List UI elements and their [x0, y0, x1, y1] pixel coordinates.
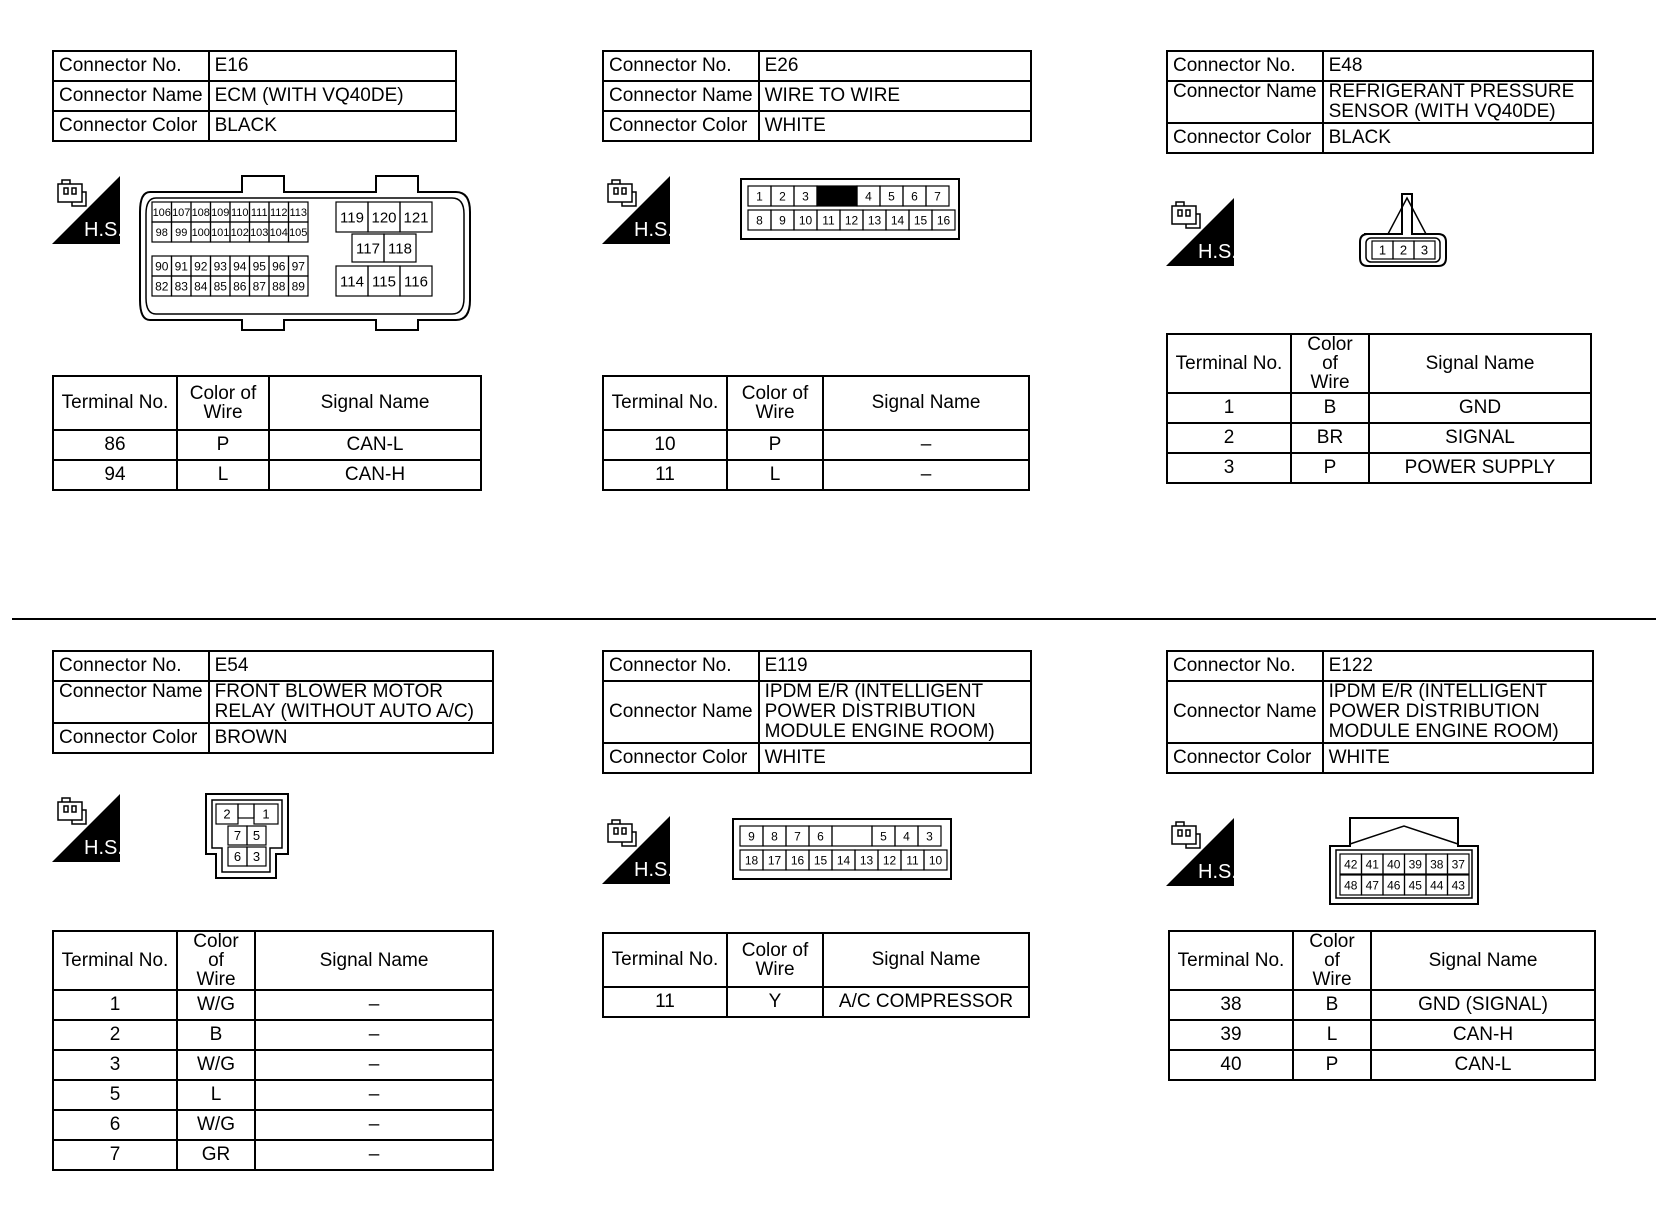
pin-number: 44: [1430, 878, 1444, 893]
terminal-no-cell: 11: [603, 460, 727, 490]
connector-info-e48: [1166, 50, 1594, 154]
table-row: [1169, 1050, 1595, 1080]
pin-number: 6: [817, 829, 824, 844]
signal-name-cell: CAN-L: [269, 430, 481, 460]
connector-no: E54: [209, 651, 493, 681]
connector-diagram-e16: [136, 172, 476, 340]
signal-name-cell: CAN-L: [1371, 1050, 1595, 1080]
terminal-table-e119: [602, 932, 1030, 1018]
table-row: [1167, 453, 1591, 483]
connector-color: BROWN: [209, 723, 493, 753]
pin-number: 87: [252, 279, 266, 294]
label-connector-no: Connector No.: [53, 651, 209, 681]
harness-side-icon: [602, 816, 670, 884]
pin-number: 113: [289, 206, 308, 219]
pin-number: 9: [779, 213, 786, 228]
connector-info-e122: [1166, 650, 1594, 774]
pin-number: 100: [191, 226, 210, 239]
table-row: [1169, 1020, 1595, 1050]
label-connector-no: Connector No.: [603, 651, 759, 681]
harness-side-icon: [1166, 198, 1234, 266]
pin-number: 10: [798, 213, 813, 228]
table-row: [53, 1050, 493, 1080]
pin-number: 103: [250, 226, 269, 239]
header-terminal-no: Terminal No.: [53, 376, 177, 430]
hs-label: H.S.: [634, 859, 670, 881]
header-color-of-wire: Color of Wire: [177, 376, 269, 430]
label-connector-name: Connector Name: [603, 81, 759, 111]
pin-number: 3: [926, 829, 933, 844]
connector-name: IPDM E/R (INTELLIGENT POWER DISTRIBUTION MODULE ENGINE ROOM): [759, 681, 1031, 743]
wire-color-cell: L: [1293, 1020, 1371, 1050]
terminal-table-e48: [1166, 333, 1592, 484]
pin-number: 11: [906, 853, 919, 868]
label-connector-name: Connector Name: [53, 681, 209, 723]
pin-number: 120: [371, 209, 397, 227]
pin-number: 10: [928, 853, 943, 868]
wire-color-cell: P: [177, 430, 269, 460]
pin-number: 16: [790, 853, 805, 868]
terminal-no-cell: 94: [53, 460, 177, 490]
connector-diagram-e119: [732, 818, 954, 882]
terminal-no-cell: 10: [603, 430, 727, 460]
signal-name-cell: POWER SUPPLY: [1369, 453, 1591, 483]
pin-number: 92: [194, 259, 208, 274]
label-connector-name: Connector Name: [53, 81, 209, 111]
pin-number: 112: [269, 206, 288, 219]
table-row: [53, 1110, 493, 1140]
table-row: [53, 1020, 493, 1050]
terminal-no-cell: 86: [53, 430, 177, 460]
connector-color: BLACK: [1323, 123, 1593, 153]
section-divider: [12, 618, 1656, 620]
signal-name-cell: –: [255, 1020, 493, 1050]
pin-number: 8: [771, 829, 778, 844]
header-color-of-wire: Color of Wire: [727, 376, 823, 430]
harness-side-icon: [52, 176, 120, 244]
table-row: [1167, 393, 1591, 423]
pin-number: 106: [152, 206, 171, 219]
pin-number: 1: [262, 806, 270, 822]
signal-name-cell: GND (SIGNAL): [1371, 990, 1595, 1020]
connector-no: E48: [1323, 51, 1593, 81]
label-connector-color: Connector Color: [603, 111, 759, 141]
connector-diagram-e48: [1358, 192, 1448, 270]
table-row: [1167, 423, 1591, 453]
terminal-no-cell: 3: [1167, 453, 1291, 483]
pin-number: 5: [252, 828, 261, 844]
harness-side-icon: [602, 176, 670, 244]
label-connector-no: Connector No.: [603, 51, 759, 81]
pin-number: 3: [1420, 242, 1429, 258]
connector-color: BLACK: [209, 111, 456, 141]
terminal-table-e122: [1168, 930, 1596, 1081]
pin-number: 16: [936, 213, 951, 228]
signal-name-cell: –: [823, 460, 1029, 490]
connector-diagram-e54: [204, 792, 290, 882]
header-terminal-no: Terminal No.: [603, 376, 727, 430]
hs-label: H.S.: [84, 219, 120, 241]
header-color-of-wire: Color of Wire: [1291, 334, 1369, 393]
hs-label: H.S.: [1198, 241, 1234, 263]
hs-label: H.S.: [84, 837, 120, 859]
pin-number: 40: [1387, 857, 1401, 872]
pin-number: 5: [888, 189, 895, 204]
pin-number: 93: [213, 259, 227, 274]
pin-number: 114: [340, 273, 364, 291]
pin-number: 3: [252, 849, 261, 865]
terminal-no-cell: 38: [1169, 990, 1293, 1020]
header-signal-name: Signal Name: [823, 376, 1029, 430]
table-row: [603, 460, 1029, 490]
pin-number: 117: [356, 240, 380, 258]
table-row: [53, 430, 481, 460]
pin-number: 47: [1365, 878, 1379, 893]
pin-number: 119: [340, 209, 364, 227]
pin-number: 46: [1387, 878, 1401, 893]
pin-number: 90: [155, 259, 169, 274]
pin-number: 48: [1344, 878, 1358, 893]
pin-number: 85: [213, 279, 227, 294]
connector-name: FRONT BLOWER MOTOR RELAY (WITHOUT AUTO A/C): [209, 681, 493, 723]
wire-color-cell: P: [727, 430, 823, 460]
label-connector-name: Connector Name: [1167, 681, 1323, 743]
terminal-table-e16: [52, 375, 482, 491]
pin-number: 83: [174, 279, 188, 294]
header-terminal-no: Terminal No.: [53, 931, 177, 990]
pin-number: 7: [233, 828, 242, 844]
terminal-table-e26: [602, 375, 1030, 491]
header-signal-name: Signal Name: [1371, 931, 1595, 990]
pin-number: 3: [802, 189, 809, 204]
signal-name-cell: –: [255, 1110, 493, 1140]
wire-color-cell: B: [177, 1020, 255, 1050]
wire-color-cell: L: [177, 460, 269, 490]
pin-number: 101: [211, 226, 230, 239]
connector-no: E16: [209, 51, 456, 81]
connector-color: WHITE: [1323, 743, 1593, 773]
signal-name-cell: SIGNAL: [1369, 423, 1591, 453]
pin-number: 105: [289, 226, 308, 239]
terminal-no-cell: 39: [1169, 1020, 1293, 1050]
pin-number: 7: [794, 829, 801, 844]
terminal-no-cell: 3: [53, 1050, 177, 1080]
pin-number: 38: [1430, 857, 1444, 872]
pin-number: 116: [404, 273, 428, 291]
pin-number: 2: [223, 806, 231, 822]
pin-number: 111: [250, 206, 268, 219]
pin-number: 15: [813, 853, 828, 868]
pin-number: 109: [211, 206, 230, 219]
wire-color-cell: GR: [177, 1140, 255, 1170]
pin-cell: [238, 804, 254, 818]
pin-number: 12: [882, 853, 897, 868]
pin-number: 99: [175, 226, 188, 239]
header-signal-name: Signal Name: [1369, 334, 1591, 393]
wire-color-cell: P: [1293, 1050, 1371, 1080]
hs-label: H.S.: [1198, 861, 1234, 883]
table-row: [603, 987, 1029, 1017]
label-connector-color: Connector Color: [1167, 743, 1323, 773]
pin-number: 15: [913, 213, 928, 228]
header-signal-name: Signal Name: [255, 931, 493, 990]
header-color-of-wire: Color of Wire: [727, 933, 823, 987]
pin-number: 41: [1365, 857, 1379, 872]
pin-number: 14: [890, 213, 905, 228]
table-row: [53, 1080, 493, 1110]
pin-number: 2: [779, 189, 786, 204]
header-color-of-wire: Color of Wire: [177, 931, 255, 990]
signal-name-cell: CAN-H: [1371, 1020, 1595, 1050]
pin-number: 94: [233, 259, 247, 274]
table-row: [53, 990, 493, 1020]
pin-number: 107: [172, 206, 191, 219]
pin-number: 96: [272, 259, 286, 274]
header-signal-name: Signal Name: [269, 376, 481, 430]
header-terminal-no: Terminal No.: [1169, 931, 1293, 990]
terminal-no-cell: 1: [1167, 393, 1291, 423]
pin-number: 9: [748, 829, 755, 844]
pin-number: 6: [233, 849, 242, 865]
wire-color-cell: B: [1293, 990, 1371, 1020]
connector-no: E119: [759, 651, 1031, 681]
terminal-no-cell: 2: [53, 1020, 177, 1050]
pin-number: 8: [756, 213, 763, 228]
connector-info-e119: [602, 650, 1032, 774]
signal-name-cell: –: [255, 990, 493, 1020]
label-connector-color: Connector Color: [603, 743, 759, 773]
pin-number: 82: [155, 279, 169, 294]
table-row: [1169, 990, 1595, 1020]
label-connector-no: Connector No.: [53, 51, 209, 81]
pin-number: 98: [155, 226, 168, 239]
harness-side-icon: [1166, 818, 1234, 886]
pin-number: 108: [191, 206, 210, 219]
wire-color-cell: W/G: [177, 990, 255, 1020]
connector-info-e26: [602, 50, 1032, 142]
pin-number: 11: [822, 213, 835, 228]
terminal-no-cell: 7: [53, 1140, 177, 1170]
wire-color-cell: W/G: [177, 1110, 255, 1140]
pin-number: 18: [744, 853, 759, 868]
connector-info-e16: [52, 50, 457, 142]
table-row: [53, 1140, 493, 1170]
pin-number: 1: [1378, 242, 1387, 258]
pin-number: 14: [836, 853, 851, 868]
pin-number: 95: [252, 259, 266, 274]
connector-diagram-e122: [1328, 816, 1484, 908]
signal-name-cell: –: [255, 1050, 493, 1080]
wire-color-cell: Y: [727, 987, 823, 1017]
blank-cavity: [817, 186, 857, 206]
hs-label: H.S.: [634, 219, 670, 241]
terminal-no-cell: 6: [53, 1110, 177, 1140]
wire-color-cell: BR: [1291, 423, 1369, 453]
label-connector-no: Connector No.: [1167, 51, 1323, 81]
pin-number: 89: [291, 279, 305, 294]
connector-diagram-e26: [740, 178, 962, 242]
pin-number: 102: [230, 226, 249, 239]
signal-name-cell: GND: [1369, 393, 1591, 423]
wire-color-cell: W/G: [177, 1050, 255, 1080]
pin-cell: [832, 826, 872, 846]
pin-number: 39: [1408, 857, 1422, 872]
pin-number: 37: [1451, 857, 1465, 872]
connector-name: ECM (WITH VQ40DE): [209, 81, 456, 111]
pin-number: 4: [903, 829, 910, 844]
label-connector-color: Connector Color: [53, 723, 209, 753]
wire-color-cell: L: [177, 1080, 255, 1110]
pin-number: 88: [272, 279, 286, 294]
label-connector-color: Connector Color: [1167, 123, 1323, 153]
terminal-no-cell: 1: [53, 990, 177, 1020]
pin-number: 115: [372, 273, 396, 291]
label-connector-no: Connector No.: [1167, 651, 1323, 681]
pin-number: 4: [865, 189, 872, 204]
pin-number: 110: [230, 206, 249, 219]
pin-number: 91: [174, 259, 188, 274]
label-connector-name: Connector Name: [1167, 81, 1323, 123]
connector-name: WIRE TO WIRE: [759, 81, 1031, 111]
pin-number: 104: [269, 226, 288, 239]
connector-info-e54: [52, 650, 494, 754]
signal-name-cell: –: [255, 1080, 493, 1110]
connector-no: E26: [759, 51, 1031, 81]
pin-number: 84: [194, 279, 208, 294]
pin-number: 43: [1451, 878, 1465, 893]
header-signal-name: Signal Name: [823, 933, 1029, 987]
terminal-table-e54: [52, 930, 494, 1171]
signal-name-cell: –: [823, 430, 1029, 460]
harness-side-icon: [52, 794, 120, 862]
pin-number: 121: [403, 209, 429, 227]
pin-number: 2: [1399, 242, 1408, 258]
terminal-no-cell: 5: [53, 1080, 177, 1110]
table-row: [603, 430, 1029, 460]
label-connector-name: Connector Name: [603, 681, 759, 743]
pin-number: 97: [291, 259, 305, 274]
header-terminal-no: Terminal No.: [1167, 334, 1291, 393]
header-color-of-wire: Color of Wire: [1293, 931, 1371, 990]
wire-color-cell: L: [727, 460, 823, 490]
connector-no: E122: [1323, 651, 1593, 681]
wire-color-cell: B: [1291, 393, 1369, 423]
pin-number: 1: [756, 189, 763, 204]
pin-number: 86: [233, 279, 247, 294]
connector-color: WHITE: [759, 743, 1031, 773]
wire-color-cell: P: [1291, 453, 1369, 483]
pin-number: 6: [911, 189, 918, 204]
connector-color: WHITE: [759, 111, 1031, 141]
connector-name: REFRIGERANT PRESSURE SENSOR (WITH VQ40DE): [1323, 81, 1593, 123]
connector-name: IPDM E/R (INTELLIGENT POWER DISTRIBUTION MODULE ENGINE ROOM): [1323, 681, 1593, 743]
pin-number: 13: [867, 213, 882, 228]
label-connector-color: Connector Color: [53, 111, 209, 141]
pin-number: 13: [859, 853, 874, 868]
pin-number: 45: [1408, 878, 1422, 893]
pin-number: 17: [767, 853, 782, 868]
signal-name-cell: A/C COMPRESSOR: [823, 987, 1029, 1017]
pin-number: 7: [934, 189, 941, 204]
terminal-no-cell: 40: [1169, 1050, 1293, 1080]
pin-number: 42: [1344, 857, 1358, 872]
pin-number: 12: [844, 213, 859, 228]
header-terminal-no: Terminal No.: [603, 933, 727, 987]
terminal-no-cell: 2: [1167, 423, 1291, 453]
pin-number: 5: [880, 829, 887, 844]
table-row: [53, 460, 481, 490]
signal-name-cell: –: [255, 1140, 493, 1170]
terminal-no-cell: 11: [603, 987, 727, 1017]
pin-number: 118: [388, 240, 412, 258]
signal-name-cell: CAN-H: [269, 460, 481, 490]
